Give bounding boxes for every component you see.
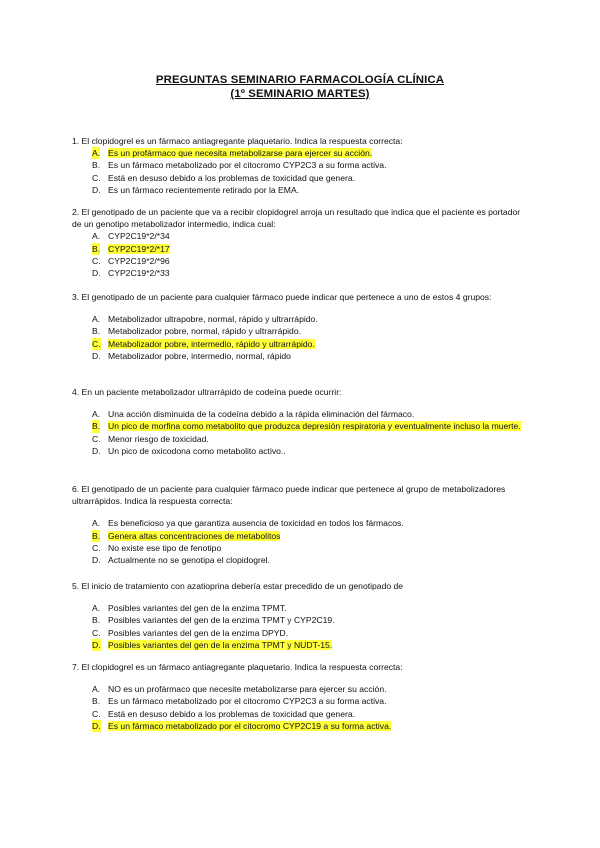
option-letter: C. (92, 708, 101, 719)
spacer (72, 673, 527, 683)
option-letter: A. (92, 314, 101, 325)
option-letter: B. (92, 530, 101, 541)
answer-option (72, 614, 527, 626)
option-letter: A. (92, 409, 101, 420)
answer-option (72, 542, 527, 554)
question-1 (72, 135, 527, 196)
answer-option (72, 255, 527, 267)
answer-option (72, 408, 527, 420)
question-6 (72, 580, 527, 651)
highlighted-answer-text: Posibles variantes del gen de la enzima TPMT y NUDT-15. (108, 639, 333, 650)
option-letter: D. (92, 720, 101, 731)
option-letter: D. (92, 639, 101, 650)
spacer (72, 507, 527, 517)
answer-options (72, 230, 527, 279)
document-subtitle: (1º SEMINARIO MARTES) (230, 88, 370, 100)
highlighted-answer-text: Es un profármaco que necesita metabolizarse para ejercer su acción. (108, 148, 373, 159)
highlighted-answer-text: CYP2C19*2/*17 (108, 243, 170, 254)
option-letter: C. (92, 255, 101, 266)
answer-option (72, 420, 527, 432)
answer-option (72, 433, 527, 445)
answer-option (72, 159, 527, 171)
option-letter: C. (92, 433, 101, 444)
option-text: CYP2C19*2/*33 (108, 268, 170, 279)
question-stem: 2. El genotipado de un paciente que va a recibir clopidogrel arroja un resultado que indica que el paciente es portador de un genotipo metabolizador intermedio, indica cual: (72, 207, 521, 230)
option-text: Está en desuso debido a los problemas de toxicidad que genera. (108, 708, 355, 719)
option-text: Metabolizador pobre, normal, rápido y ultrarrápido. (108, 326, 301, 337)
answer-option (72, 627, 527, 639)
option-letter: D. (92, 445, 101, 456)
question-stem: 7. El clopidogrel es un fármaco antiagregante plaquetario. Indica la respuesta correcta: (72, 662, 403, 672)
question-2 (72, 206, 527, 279)
option-text: Actualmente no se genotipa el clopidogrel. (108, 555, 270, 566)
question-7 (72, 661, 527, 732)
answer-option (72, 184, 527, 196)
question-stem: 3. El genotipado de un paciente para cualquier fármaco puede indicar que pertenece a uno de estos 4 grupos: (72, 292, 492, 302)
option-letter: B. (92, 696, 101, 707)
option-text: Metabolizador pobre, intermedio, normal, rápido (108, 350, 291, 361)
option-letter: B. (92, 615, 101, 626)
option-letter: C. (92, 627, 101, 638)
spacer (72, 398, 527, 408)
option-letter: B. (92, 160, 101, 171)
option-letter: D. (92, 350, 101, 361)
option-text: CYP2C19*2/*96 (108, 255, 170, 266)
option-text: Posibles variantes del gen de la enzima TPMT y CYP2C19. (108, 615, 335, 626)
answer-option (72, 172, 527, 184)
answer-option (72, 530, 527, 542)
answer-option (72, 267, 527, 279)
answer-options (72, 517, 527, 566)
option-text: CYP2C19*2/*34 (108, 231, 170, 242)
option-text: NO es un profármaco que necesite metabolizarse para ejercer su acción. (108, 684, 387, 695)
option-text: Es beneficioso ya que garantiza ausencia de toxicidad en todos los fármacos. (108, 518, 404, 529)
option-text: Metabolizador ultrapobre, normal, rápido y ultrarrápido. (108, 314, 318, 325)
question-4 (72, 386, 527, 457)
question-stem: 5. El inicio de tratamiento con azatioprina debería estar precedido de un genotipado de (72, 581, 404, 591)
option-text: No existe ese tipo de fenotipo (108, 542, 222, 553)
answer-options (72, 602, 527, 651)
highlighted-answer-text: Es un fármaco metabolizado por el citocromo CYP2C19 a su forma activa. (108, 720, 392, 731)
option-letter: D. (92, 555, 101, 566)
answer-option (72, 243, 527, 255)
option-letter: B. (92, 243, 101, 254)
option-letter: A. (92, 231, 101, 242)
option-letter: C. (92, 338, 101, 349)
option-text: Posibles variantes del gen de la enzima TPMT. (108, 603, 287, 614)
highlighted-answer-text: Un pico de morfina como metabolito que produzca depresión respiratoria y eventualmente incluso la muerte. (108, 421, 521, 432)
question-3 (72, 291, 527, 362)
answer-option (72, 313, 527, 325)
option-letter: D. (92, 184, 101, 195)
option-letter: D. (92, 268, 101, 279)
answer-option (72, 445, 527, 457)
question-stem: 6. El genotipado de un paciente para cualquier fármaco puede indicar que pertenece al grupo de metabolizadores ultrarrápidos. Indica la respuesta correcta: (72, 484, 506, 507)
answer-option (72, 230, 527, 242)
answer-options (72, 313, 527, 362)
answer-option (72, 639, 527, 651)
spacer (72, 592, 527, 602)
option-text: Es un fármaco metabolizado por el citocromo CYP2C3 a su forma activa. (108, 696, 387, 707)
option-letter: B. (92, 421, 101, 432)
answer-option (72, 695, 527, 707)
option-text: Una acción disminuida de la codeína debido a la rápida eliminación del fármaco. (108, 409, 415, 420)
question-5 (72, 483, 527, 566)
answer-options (72, 147, 527, 196)
document-title: PREGUNTAS SEMINARIO FARMACOLOGÍA CLÍNICA (155, 74, 445, 86)
option-text: Menor riesgo de toxicidad. (108, 433, 209, 444)
answer-option (72, 517, 527, 529)
option-letter: B. (92, 326, 101, 337)
highlighted-answer-text: Genera altas concentraciones de metabolitos (108, 530, 281, 541)
option-text: Posibles variantes del gen de la enzima DPYD. (108, 627, 289, 638)
answer-option (72, 147, 527, 159)
option-letter: A. (92, 603, 101, 614)
answer-option (72, 554, 527, 566)
option-letter: C. (92, 172, 101, 183)
option-text: Un pico de oxicodona como metabolito activo.. (108, 445, 286, 456)
answer-option (72, 708, 527, 720)
option-text: Es un fármaco metabolizado por el citocromo CYP2C3 a su forma activa. (108, 160, 387, 171)
answer-option (72, 602, 527, 614)
highlighted-answer-text: Metabolizador pobre, intermedio, rápido y ultrarrápido. (108, 338, 315, 349)
question-stem: 4. En un paciente metabolizador ultrarrápido de codeína puede ocurrir: (72, 387, 342, 397)
answer-option (72, 720, 527, 732)
answer-option (72, 683, 527, 695)
question-stem: 1. El clopidogrel es un fármaco antiagregante plaquetario. Indica la respuesta correcta: (72, 136, 403, 146)
spacer (72, 303, 527, 313)
option-letter: A. (92, 518, 101, 529)
answer-options (72, 408, 527, 457)
answer-option (72, 325, 527, 337)
option-letter: A. (92, 684, 101, 695)
option-letter: C. (92, 542, 101, 553)
option-letter: A. (92, 148, 101, 159)
option-text: Es un fármaco recientemente retirado por la EMA. (108, 184, 300, 195)
answer-options (72, 683, 527, 732)
option-text: Está en desuso debido a los problemas de toxicidad que genera. (108, 172, 355, 183)
answer-option (72, 338, 527, 350)
answer-option (72, 350, 527, 362)
